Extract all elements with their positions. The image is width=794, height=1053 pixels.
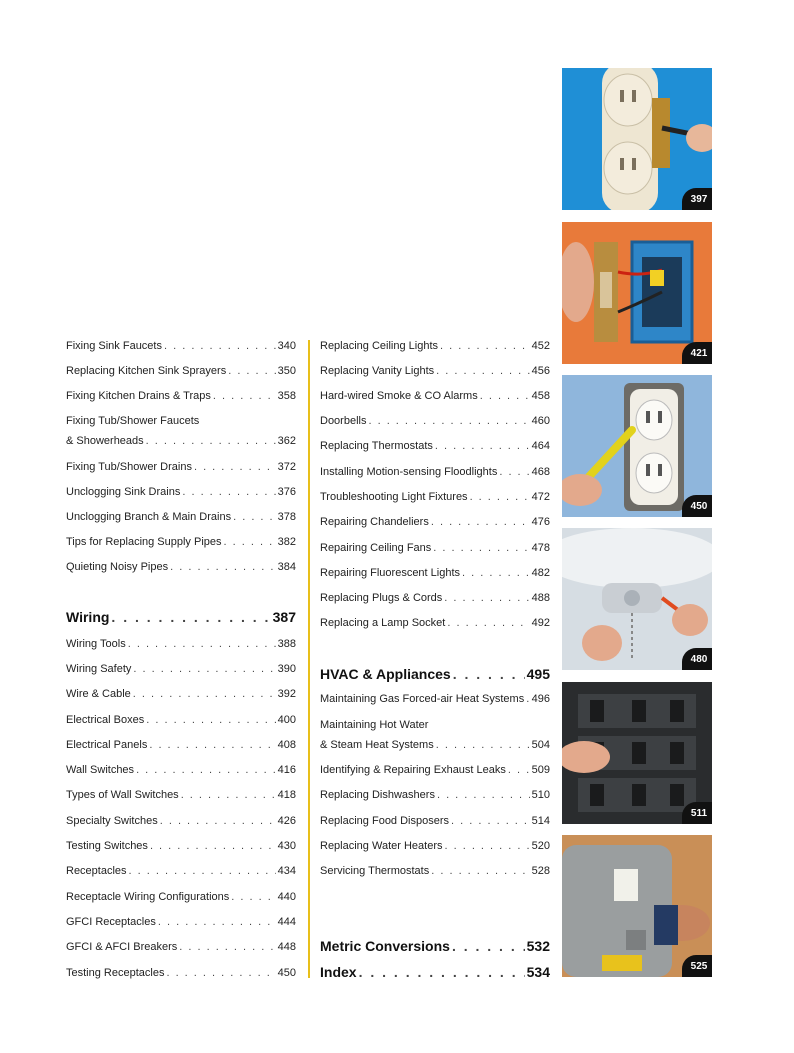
photo-breaker-panel <box>562 682 712 824</box>
toc-entry[interactable]: Fixing Tub/Shower Drains . . . 372 <box>66 460 296 474</box>
toc-section-heading-wiring[interactable]: Wiring . . . 387 <box>66 608 296 626</box>
toc-entry[interactable]: Replacing Thermostats . . . 464 <box>320 439 550 453</box>
photo-ceiling-fan <box>562 528 712 670</box>
toc-entry[interactable]: Replacing Kitchen Sink Sprayers . . . 350 <box>66 364 296 378</box>
toc-entry[interactable]: Repairing Fluorescent Lights . . . 482 <box>320 566 550 580</box>
toc-entry[interactable]: Hard-wired Smoke & CO Alarms . . . 458 <box>320 389 550 403</box>
toc-entry[interactable]: Wire & Cable . . . 392 <box>66 687 296 701</box>
toc-entry[interactable]: Replacing Plugs & Cords . . . 488 <box>320 591 550 605</box>
toc-entry[interactable]: Fixing Sink Faucets . . . 340 <box>66 339 296 353</box>
toc-entry[interactable]: Fixing Tub/Shower Faucets & Showerheads . . . 362 <box>66 414 296 448</box>
toc-entry[interactable]: Wall Switches . . . 416 <box>66 763 296 777</box>
toc-entry[interactable]: Unclogging Branch & Main Drains . . . 378 <box>66 510 296 524</box>
toc-entry[interactable]: Maintaining Hot Water & Steam Heat Systems . . . 504 <box>320 718 550 752</box>
page-number-badge: 480 <box>682 648 712 670</box>
toc-entry[interactable]: Maintaining Gas Forced-air Heat Systems . . . 496 <box>320 692 550 706</box>
column-divider <box>308 340 310 978</box>
toc-section-heading-metric[interactable]: Metric Conversions . . . 532 <box>320 937 550 955</box>
page-number-badge: 397 <box>682 188 712 210</box>
toc-entry[interactable]: Receptacles . . . 434 <box>66 864 296 878</box>
photo-receptacle-tester <box>562 375 712 517</box>
page-number-badge: 450 <box>682 495 712 517</box>
toc-entry[interactable]: Installing Motion-sensing Floodlights . . . 468 <box>320 465 550 479</box>
toc-entry[interactable]: Replacing Vanity Lights . . . 456 <box>320 364 550 378</box>
toc-entry[interactable]: Testing Receptacles . . . 450 <box>66 966 296 980</box>
page-number-badge: 525 <box>682 955 712 977</box>
toc-entry[interactable]: Replacing Food Disposers . . . 514 <box>320 814 550 828</box>
toc-entry[interactable]: Replacing a Lamp Socket . . . 492 <box>320 616 550 630</box>
toc-entry[interactable]: Wiring Safety . . . 390 <box>66 662 296 676</box>
photo-water-heater <box>562 835 712 977</box>
toc-entry[interactable]: Replacing Water Heaters . . . 520 <box>320 839 550 853</box>
toc-entry[interactable]: Electrical Panels . . . 408 <box>66 738 296 752</box>
toc-entry[interactable]: Receptacle Wiring Configurations . . . 440 <box>66 890 296 904</box>
toc-entry[interactable]: Fixing Kitchen Drains & Traps . . . 358 <box>66 389 296 403</box>
toc-entry[interactable]: Repairing Ceiling Fans . . . 478 <box>320 541 550 555</box>
toc-entry[interactable]: Identifying & Repairing Exhaust Leaks . . . 509 <box>320 763 550 777</box>
toc-entry[interactable]: Troubleshooting Light Fixtures . . . 472 <box>320 490 550 504</box>
toc-entry[interactable]: GFCI & AFCI Breakers . . . 448 <box>66 940 296 954</box>
toc-entry[interactable]: Repairing Chandeliers . . . 476 <box>320 515 550 529</box>
toc-entry[interactable]: Tips for Replacing Supply Pipes . . . 382 <box>66 535 296 549</box>
toc-section-heading-index[interactable]: Index . . . 534 <box>320 963 550 981</box>
toc-section-heading-hvac[interactable]: HVAC & Appliances . . . 495 <box>320 665 550 683</box>
toc-entry[interactable]: Wiring Tools . . . 388 <box>66 637 296 651</box>
toc-entry[interactable]: Electrical Boxes . . . 400 <box>66 713 296 727</box>
toc-entry[interactable]: Types of Wall Switches . . . 418 <box>66 788 296 802</box>
page-number-badge: 421 <box>682 342 712 364</box>
photo-receptacle <box>562 68 712 210</box>
photo-switch-box <box>562 222 712 364</box>
toc-entry[interactable]: Replacing Dishwashers . . . 510 <box>320 788 550 802</box>
page-number-badge: 511 <box>682 802 712 824</box>
toc-entry[interactable]: Quieting Noisy Pipes . . . 384 <box>66 560 296 574</box>
toc-entry[interactable]: GFCI Receptacles . . . 444 <box>66 915 296 929</box>
toc-entry[interactable]: Servicing Thermostats . . . 528 <box>320 864 550 878</box>
toc-entry[interactable]: Replacing Ceiling Lights . . . 452 <box>320 339 550 353</box>
toc-entry[interactable]: Specialty Switches . . . 426 <box>66 814 296 828</box>
toc-entry[interactable]: Testing Switches . . . 430 <box>66 839 296 853</box>
toc-entry[interactable]: Doorbells . . . 460 <box>320 414 550 428</box>
toc-entry[interactable]: Unclogging Sink Drains . . . 376 <box>66 485 296 499</box>
